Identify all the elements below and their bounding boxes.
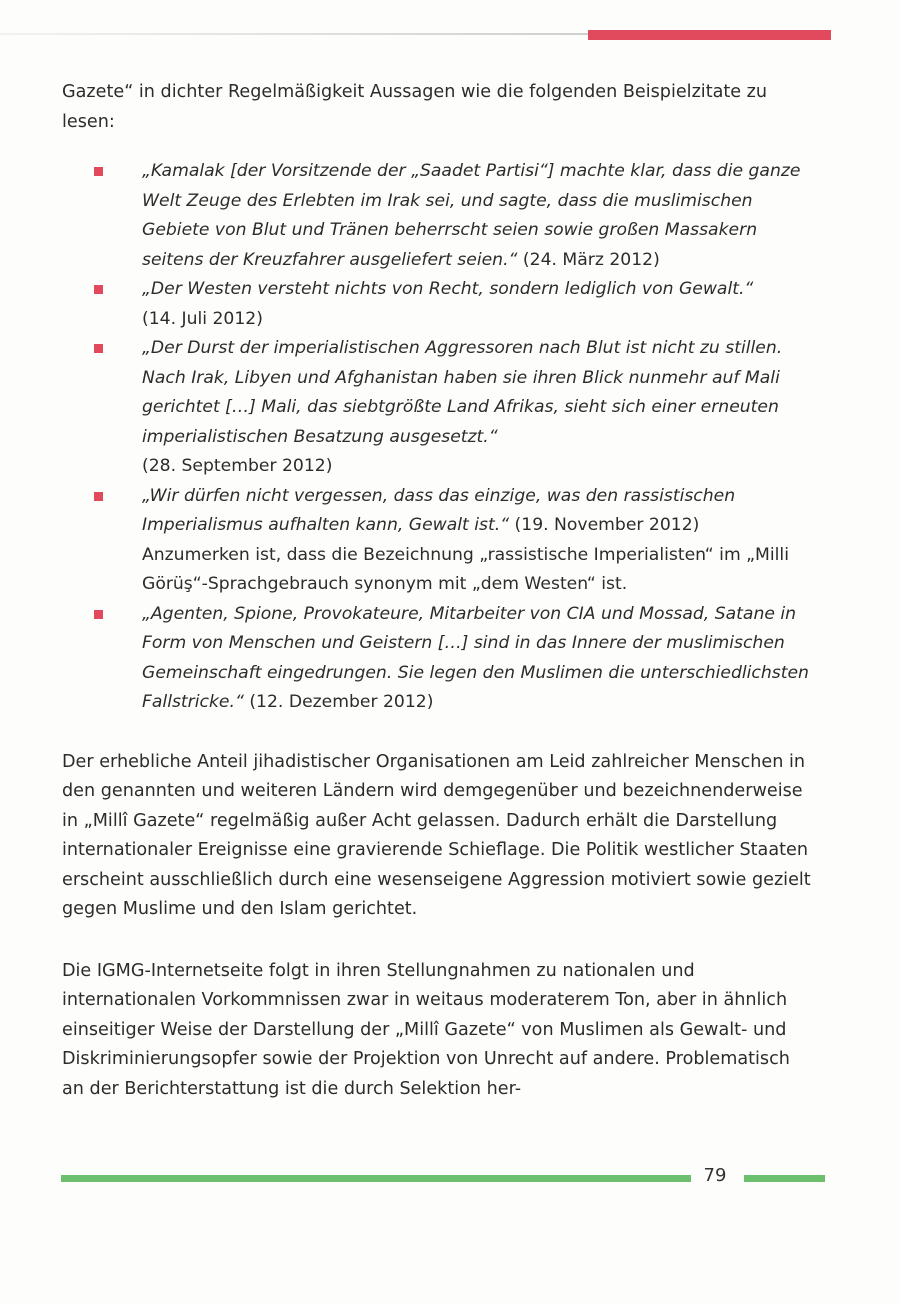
- quote-text: „Kamalak [der Vorsitzende der „Saadet Partisi“] machte klar, dass die ganze Welt Zeuge des Erlebten im Irak sei, und sagte, dass die muslimischen Gebiete von Blut und Tränen beherrscht seien sowie großen Massakern seitens der Kreuzfahrer ausgeliefert seien.“: [142, 161, 801, 270]
- intro-paragraph: Gazete“ in dichter Regelmäßigkeit Aussagen wie die folgenden Beispielzitate zu lesen:: [62, 82, 768, 132]
- quote-date: (24. März 2012): [522, 249, 660, 270]
- page-content: [62, 78, 812, 1104]
- square-bullet-icon: [94, 285, 103, 294]
- bottom-green-rule-short: [744, 1175, 825, 1182]
- quote-list: [62, 157, 812, 718]
- quote-date: (14. Juli 2012): [142, 308, 263, 329]
- quote-text: „Wir dürfen nicht vergessen, dass das einzige, was den rassistischen Imperialismus aufhalten kann, Gewalt ist.“: [142, 485, 736, 535]
- square-bullet-icon: [94, 344, 103, 353]
- quote-item: [62, 482, 812, 600]
- quote-item: [62, 334, 812, 482]
- quote-item: [62, 275, 812, 334]
- square-bullet-icon: [94, 167, 103, 176]
- quote-text: „Der Westen versteht nichts von Recht, sondern lediglich von Gewalt.“: [142, 279, 754, 299]
- quote-date: (28. September 2012): [142, 456, 333, 476]
- quote-item: [62, 600, 812, 718]
- bottom-green-rule: [61, 1175, 691, 1182]
- body-paragraph-1: Der erhebliche Anteil jihadistischer Organisationen am Leid zahlreicher Menschen in den genannten und weiteren Ländern wird demgegenüber und bezeichnenderweise in „Millî Gazete“ regelmäßig außer Acht gelassen. Dadurch erhält die Darstellung internationaler Ereignisse eine gravierende Schieflage. Die Politik westlicher Staaten erscheint ausschließlich durch eine wesenseigene Aggression motiviert sowie gezielt gegen Muslime und den Islam gerichtet.: [62, 751, 811, 919]
- top-gray-rule: [0, 33, 590, 35]
- top-red-rule: [588, 30, 831, 40]
- square-bullet-icon: [94, 492, 103, 501]
- quote-text: „Der Durst der imperialistischen Aggressoren nach Blut ist nicht zu stillen. Nach Irak, Libyen und Afghanistan haben sie ihren Blick nunmehr auf Mali gerichtet […] Mali, das siebtgrößte Land Afrikas, sieht sich einer erneuten imperialistischen Besatzung ausgesetzt.“: [142, 338, 783, 447]
- quote-note: Anzumerken ist, dass die Bezeichnung „rassistische Imperialisten“ im „Milli Görüş“-Sprachgebrauch synonym mit „dem Westen“ ist.: [142, 544, 789, 594]
- quote-date: (12. Dezember 2012): [249, 692, 434, 712]
- quote-item: [62, 157, 812, 275]
- square-bullet-icon: [94, 610, 103, 619]
- quote-date: (19. November 2012): [514, 515, 700, 535]
- page-number: 79: [703, 1165, 727, 1186]
- quote-text: „Agenten, Spione, Provokateure, Mitarbeiter von CIA und Mossad, Satane in Form von Menschen und Geistern […] sind in das Innere der muslimischen Gemeinschaft eingedrungen. Sie legen den Muslimen die unterschiedlichsten Fallstricke.“: [142, 603, 809, 712]
- body-paragraph-2: Die IGMG-Internetseite folgt in ihren Stellungnahmen zu nationalen und internationalen Vorkommnissen zwar in weitaus moderaterem Ton, aber in ähnlich einseitiger Weise der Darstellung der „Millî Gazete“ von Muslimen als Gewalt- und Diskriminierungsopfer sowie der Projektion von Unrecht auf andere. Problematisch an der Berichterstattung ist die durch Selektion her-: [62, 960, 790, 1099]
